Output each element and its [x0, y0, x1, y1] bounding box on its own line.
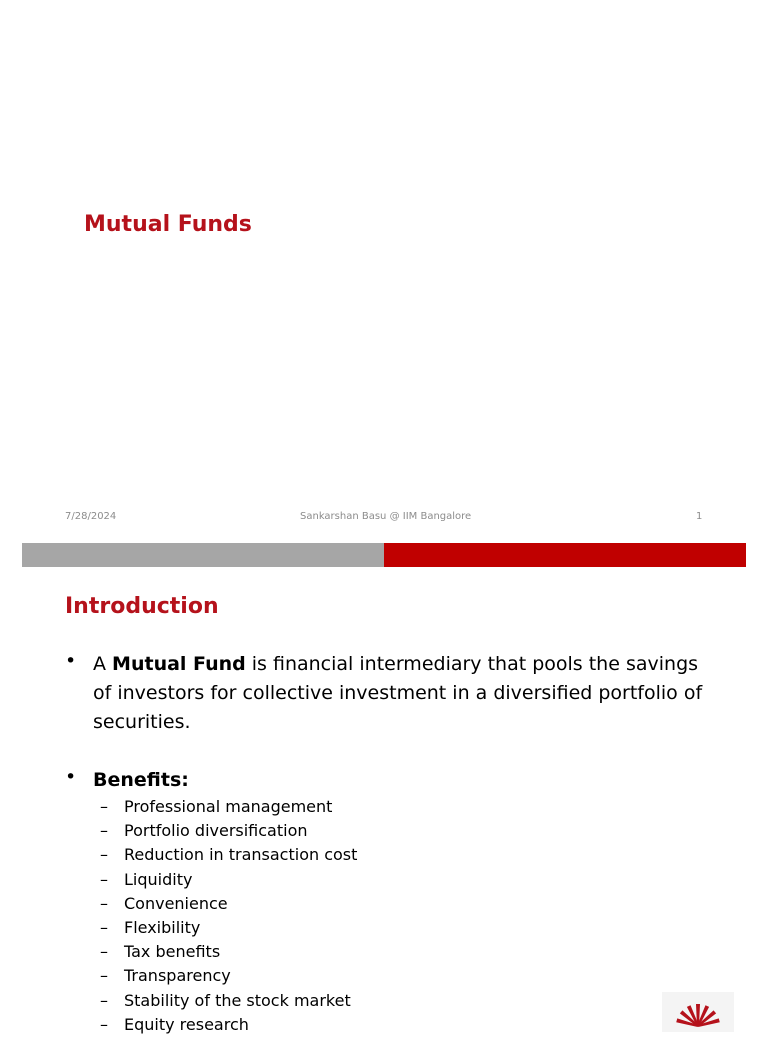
iimb-logo-icon [662, 992, 734, 1032]
benefit-label: Equity research [124, 1014, 249, 1034]
benefit-item [100, 965, 357, 989]
benefit-label: Convenience [124, 893, 228, 913]
benefit-item [100, 796, 357, 820]
definition-rest: is financial intermediary that pools the savings of investors for collective investment in a diversified portfolio of securities. [93, 653, 703, 733]
benefit-label: Tax benefits [124, 942, 221, 962]
benefits-list [100, 796, 357, 1038]
bullet-icon: • [65, 650, 77, 672]
dash-icon: – [100, 797, 108, 816]
benefit-item [100, 844, 357, 868]
footer-author: Sankarshan Basu @ IIM Bangalore [300, 511, 472, 522]
benefit-item [100, 1014, 357, 1038]
bullet-icon: • [65, 766, 77, 788]
benefit-label: Portfolio diversification [124, 821, 308, 841]
benefit-item [100, 990, 357, 1014]
slide-1-title: Mutual Funds [84, 212, 252, 237]
slide-2-title: Introduction [65, 594, 219, 619]
header-bar-gray [22, 543, 384, 567]
dash-icon: – [100, 893, 108, 913]
benefit-item [100, 820, 357, 844]
dash-icon: – [100, 1014, 108, 1034]
benefit-label: Transparency [124, 966, 231, 986]
benefit-label: Professional management [124, 797, 333, 816]
definition-term: Mutual Fund [112, 653, 246, 675]
benefits-label: Benefits: [93, 769, 189, 791]
benefit-item [100, 893, 357, 917]
benefit-item [100, 869, 357, 893]
header-bar-red [384, 543, 746, 567]
dash-icon: – [100, 869, 108, 889]
benefit-label: Stability of the stock market [124, 990, 351, 1010]
definition-prefix: A [93, 653, 113, 675]
benefit-label: Reduction in transaction cost [124, 845, 358, 865]
definition-text [93, 650, 703, 737]
dash-icon: – [100, 942, 108, 962]
dash-icon: – [100, 990, 108, 1010]
benefit-label: Flexibility [124, 917, 201, 937]
benefit-item [100, 917, 357, 941]
footer-page-number: 1 [696, 511, 703, 522]
benefit-item [100, 941, 357, 965]
iimb-logo [662, 992, 734, 1032]
dash-icon: – [100, 966, 108, 986]
footer-date: 7/28/2024 [65, 511, 117, 522]
dash-icon: – [100, 821, 108, 841]
benefit-label: Liquidity [124, 869, 193, 889]
dash-icon: – [100, 917, 108, 937]
dash-icon: – [100, 845, 108, 865]
